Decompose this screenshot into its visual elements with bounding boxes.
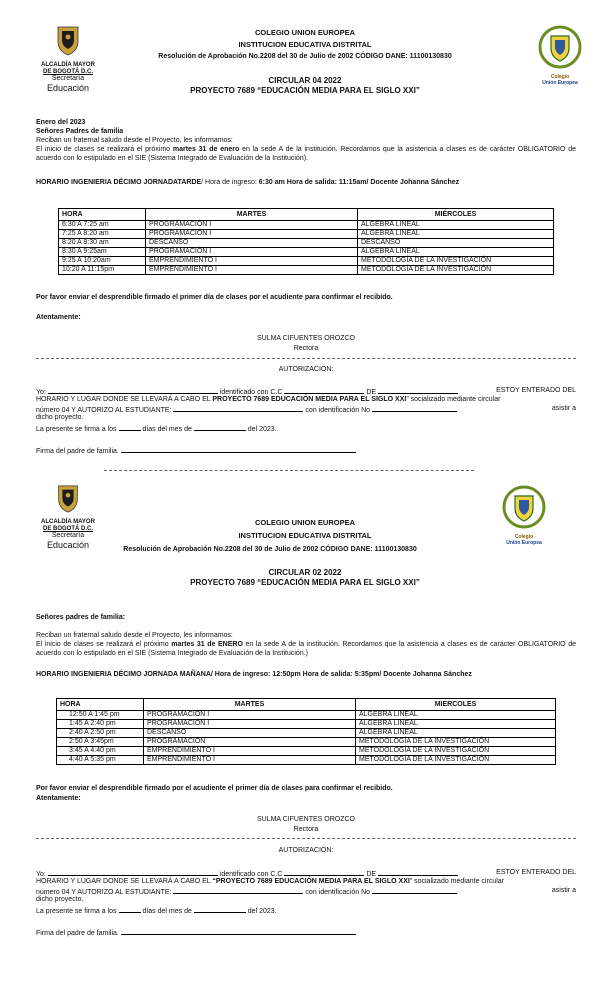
alcaldia-line-1: ALCALDÍA MAYOR [41, 62, 95, 68]
city-field[interactable] [378, 386, 458, 394]
circular-2-project: PROYECTO 7689 “EDUCACIÓN MEDIA PARA EL SIGLO XXI” [190, 578, 420, 587]
circular-1-auth-firma: Firma del padre de familia. [36, 445, 356, 456]
table-row [59, 248, 554, 257]
signature-field[interactable] [121, 445, 356, 453]
school-crest-icon [501, 484, 547, 530]
circular-1-schedule-line: HORARIO INGENIERIA DÉCIMO JORNADATARDE/ Hora de ingreso: 6:30 am Hora de salida: 11:15am/ Docente Johanna Sánchez [36, 179, 460, 186]
col-miercoles: MIÉRCOLES [358, 209, 554, 221]
circular-1-signer: SULMA CIFUENTES OROZCO [256, 335, 355, 342]
school-logo-text-2: Unión Europea [542, 79, 578, 86]
school-logo [532, 24, 588, 86]
cell-hora: 12:50 A 1:45 pm [57, 711, 144, 720]
circular-1-auth-line-4: dicho proyecto. [36, 414, 84, 421]
student-field[interactable] [173, 886, 303, 894]
circular-1-intro: Reciban un fraternal saludo desde el Proyecto, les informamos: [36, 137, 233, 144]
table-header-row [59, 209, 554, 221]
circular-2-title: CIRCULAR 02 2022 [268, 568, 342, 577]
col-hora: HORA [57, 699, 144, 711]
table-row [57, 711, 556, 720]
cut-line-1 [36, 358, 576, 359]
month-field[interactable] [194, 423, 246, 431]
cell-miercoles: ALGEBRA LINEAL [358, 230, 554, 239]
circular-1-auth-title: AUTORIZACIÓN: [278, 366, 334, 373]
cell-martes: DESCANSO [146, 239, 358, 248]
name-field[interactable] [48, 868, 218, 876]
alcaldia-line-1: ALCALDÍA MAYOR [41, 519, 95, 525]
city-field[interactable] [378, 868, 458, 876]
cell-miercoles: METODOLOGÍA DE LA INVESTIGACIÓN [358, 266, 554, 275]
cell-miercoles: ALGEBRA LINEAL [356, 729, 556, 738]
secretaria-label: Secretaría [51, 75, 85, 82]
table-row [57, 756, 556, 765]
table-row [59, 266, 554, 275]
circular-2-signer: SULMA CIFUENTES OROZCO [256, 816, 355, 823]
cell-hora: 2:50 A 3:45pm [57, 738, 144, 747]
circular-2-schedule-table [56, 698, 556, 765]
circular-1-date: Enero del 2023 [36, 119, 86, 126]
institution-name-2: INSTITUCION EDUCATIVA DISTRITAL [238, 531, 372, 540]
col-martes: MARTES [144, 699, 356, 711]
secretaria-label: Secretaría [51, 532, 85, 539]
cell-miercoles: ALGEBRA LINEAL [358, 221, 554, 230]
cell-martes: EMPRENDIMIENTO I [146, 257, 358, 266]
circular-2-auth-line-3: número 04 Y AUTORIZO AL ESTUDIANTE: con identificación No asistir a [36, 887, 576, 896]
table-row [59, 257, 554, 266]
cc-field[interactable] [284, 868, 364, 876]
resolution-line: Resolución de Aprobación No.2208 del 30 de Julio de 2002 CÓDIGO DANE: 11100130830 [158, 53, 452, 60]
circular-1-closing: Atentamente: [36, 314, 81, 321]
bogota-shield-icon [30, 25, 106, 57]
signature-field[interactable] [121, 927, 356, 935]
institution-name: INSTITUCION EDUCATIVA DISTRITAL [238, 40, 372, 49]
alcaldia-line-2: DE BOGOTÁ D.C. [42, 68, 93, 75]
resolution-line-2: Resolución de Aprobación No.2208 del 30 de Julio de 2002 CÓDIGO DANE: 11100130830 [123, 546, 417, 553]
circular-1-title: CIRCULAR 04 2022 [268, 76, 342, 85]
circular-1-auth-signed: La presente se firma a los días del mes de del 2023. [36, 423, 277, 434]
cc-field[interactable] [284, 386, 364, 394]
circular-2-auth-line-2: HORARIO Y LUGAR DONDE SE LLEVARÁ A CABO EL “PROYECTO 7689 EDUCACIÓN MEDIA PARA EL SIGLO XXI” socializado mediante circular [36, 878, 504, 885]
alcaldia-line-2: DE BOGOTÁ D.C. [42, 525, 93, 532]
educacion-label: Educación [46, 540, 90, 550]
col-hora: HORA [59, 209, 146, 221]
circular-1-salutation: Señores Padres de familia [36, 128, 124, 135]
circular-2-request: Por favor enviar el desprendible firmado por el acudiente el primer día de clases para confirmar el recibido. [36, 785, 393, 792]
circular-1-schedule-table [58, 208, 554, 275]
circular-2-signer-role: Rectora [293, 826, 319, 833]
circular-2-body: El inicio de clases se realizará el próximo martes 31 de ENERO en la sede A de la institución. Recordamos que la asistencia a clases es de carácter OBLIGATORIO de acuerdo con lo estipulado en el SIE (Sistema Integrado de Evaluación de la Institución.) [36, 641, 576, 657]
circular-1-body: El inicio de clases se realizará el próximo martes 31 de enero en la sede A de la institución. Recordamos que la asistencia a clases es de carácter OBLIGATORIO de acuerdo con lo estipulado en el SIE (Sistema Integrado de Evaluación de la Institución). [36, 146, 576, 162]
separator-line [104, 470, 474, 471]
circular-2-schedule-line: HORARIO INGENIERIA DÉCIMO JORNADA MAÑANA/ Hora de ingreso: 12:50pm Hora de salida: 5:35pm/ Docente Johanna Sánchez [36, 671, 472, 678]
cell-hora: 2:40 A 2:50 pm [57, 729, 144, 738]
circular-1-auth-line-1: Yo: identificado con C.C DE ESTOY ENTERADO DEL [36, 387, 576, 396]
college-name: COLEGIO UNION EUROPEA [254, 28, 355, 37]
bogota-logo-2 [30, 484, 106, 550]
cell-hora: 1:45 A 2:40 pm [57, 720, 144, 729]
table-row [59, 239, 554, 248]
student-id-field[interactable] [372, 404, 457, 412]
cell-martes: PROGRAMACIÓN I [144, 720, 356, 729]
circular-2-intro: Reciban un fraternal saludo desde el Proyecto, les informamos: [36, 632, 233, 639]
cell-martes: PROGRAMACIÓN I [144, 711, 356, 720]
cell-martes: DESCANSO [144, 729, 356, 738]
circular-2-auth-line-4: dicho proyecto. [36, 896, 84, 903]
circular-2-auth-signed: La presente se firma a los días del mes de del 2023. [36, 905, 277, 916]
cell-hora: 8:30 A 9:25am [59, 248, 146, 257]
bogota-shield-icon [30, 484, 106, 514]
cell-hora: 10:20 A 11:15pm [59, 266, 146, 275]
table-row [57, 729, 556, 738]
col-miercoles: MIERCOLES [356, 699, 556, 711]
circular-2-auth-line-1: Yo: identificado con C.C DE ESTOY ENTERADO DEL [36, 869, 576, 878]
circular-2-closing: Atentamente: [36, 795, 81, 802]
cell-miercoles: METODOLOGÍA DE LA INVESTIGACIÓN [358, 257, 554, 266]
circular-2-salutation: Señores padres de familia: [36, 614, 126, 621]
cell-miercoles: ALGEBRA LINEAL [356, 711, 556, 720]
educacion-label: Educación [46, 83, 90, 93]
cell-miercoles: METODOLOGÍA DE LA INVESTIGACIÓN [356, 738, 556, 747]
circular-2-auth-firma: Firma del padre de familia. [36, 927, 356, 938]
circular-1-auth-line-2: HORARIO Y LUGAR DONDE SE LLEVARÁ A CABO EL PROYECTO 7689 EDUCACIÓN MEDIA PARA EL SIGLO XXI” socializado mediante circular [36, 396, 501, 403]
circular-2-auth-title: AUTORIZACIÓN: [278, 847, 334, 854]
cell-hora: 3:45 A 4:40 pm [57, 747, 144, 756]
cell-miercoles: ALGEBRA LINEAL [356, 720, 556, 729]
school-logo-text-1: Colegio [514, 534, 534, 540]
col-martes: MARTES [146, 209, 358, 221]
circular-1-auth-line-3: número 04 Y AUTORIZO AL ESTUDIANTE: con identificación No asistir a [36, 405, 576, 414]
day-field[interactable] [119, 905, 141, 913]
name-field[interactable] [48, 386, 218, 394]
cell-miercoles: DESCANSO [358, 239, 554, 248]
cell-hora: 4:40 A 5:35 pm [57, 756, 144, 765]
table-row [57, 747, 556, 756]
student-field[interactable] [173, 404, 303, 412]
cell-martes: PROGRAMACIÓN I [146, 248, 358, 257]
cell-miercoles: METODOLOGÍA DE LA INVESTIGACIÓN [356, 756, 556, 765]
table-header-row [57, 699, 556, 711]
student-id-field[interactable] [372, 886, 457, 894]
cell-miercoles: ALGEBRA LINEAL [358, 248, 554, 257]
circular-1-signer-role: Rectora [293, 345, 319, 352]
cell-hora: 6:30 A 7:25 am [59, 221, 146, 230]
table-row [59, 230, 554, 239]
circular-1-project: PROYECTO 7689 “EDUCACIÓN MEDIA PARA EL SIGLO XXI” [190, 86, 420, 95]
cell-hora: 9:25 A 10:20am [59, 257, 146, 266]
cell-hora: 8:20 A 8:30 am [59, 239, 146, 248]
day-field[interactable] [119, 423, 141, 431]
college-name-2: COLEGIO UNION EUROPEA [254, 518, 355, 527]
cell-martes: PROGRAMACIÓN I [146, 221, 358, 230]
cell-martes: EMPRENDIMIENTO I [144, 747, 356, 756]
school-logo-2 [496, 484, 552, 546]
table-row [59, 221, 554, 230]
table-row [57, 738, 556, 747]
cell-miercoles: METODOLOGÍA DE LA INVESTIGACIÓN [356, 747, 556, 756]
school-logo-text-2: Unión Europea [506, 539, 542, 546]
cell-martes: EMPRENDIMIENTO I [144, 756, 356, 765]
school-logo-text-1: Colegio [550, 74, 570, 80]
bogota-logo [30, 25, 106, 93]
cell-hora: 7:25 A 8:20 am [59, 230, 146, 239]
cell-martes: PROGRAMACIÓN I [146, 230, 358, 239]
cell-martes: PROGRAMACION [144, 738, 356, 747]
cut-line-2 [36, 838, 576, 839]
table-row [57, 720, 556, 729]
cell-martes: EMPRENDIMIENTO I [146, 266, 358, 275]
circular-1-request: Por favor enviar el desprendible firmado el primer día de clases por el acudiente para confirmar el recibido. [36, 294, 393, 301]
school-crest-icon [537, 24, 583, 70]
month-field[interactable] [194, 905, 246, 913]
